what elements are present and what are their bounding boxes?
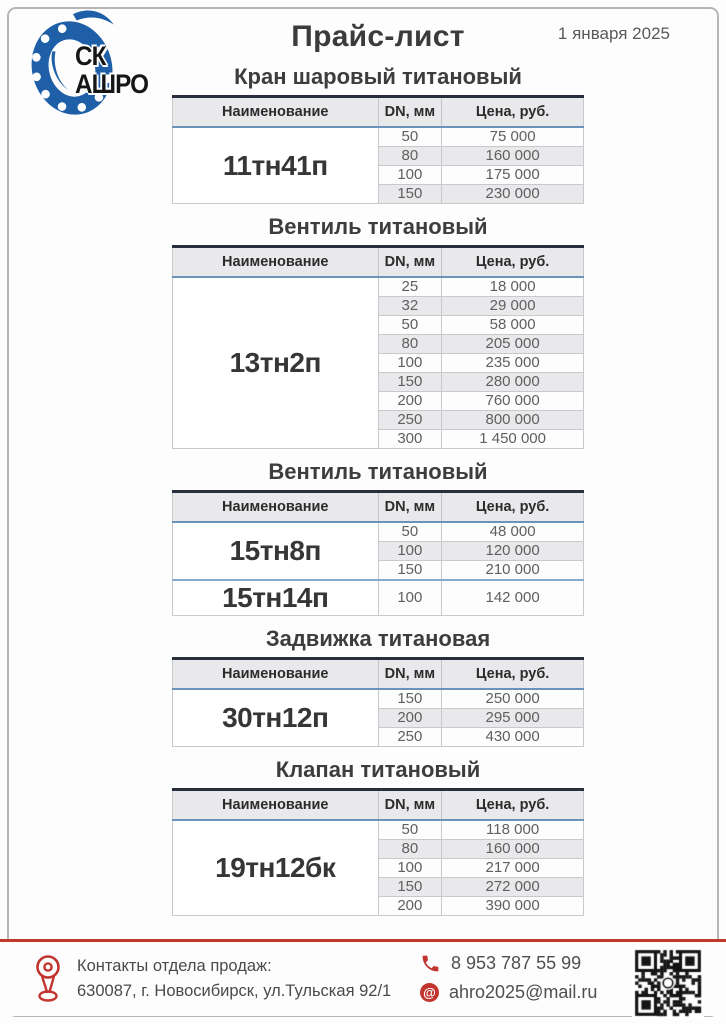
price-value-cell: 390 000 xyxy=(442,897,584,916)
price-section xyxy=(172,64,584,204)
dn-value-cell: 100 xyxy=(378,354,442,373)
price-value-cell: 160 000 xyxy=(442,840,584,859)
price-value-cell: 142 000 xyxy=(442,580,584,616)
dn-value-cell: 200 xyxy=(378,392,442,411)
price-section xyxy=(172,626,584,747)
price-row xyxy=(173,820,584,840)
price-value-cell: 760 000 xyxy=(442,392,584,411)
date-label: 1 января 2025 xyxy=(557,24,670,43)
price-value-cell: 1 450 000 xyxy=(442,430,584,449)
price-value-cell: 18 000 xyxy=(442,277,584,297)
at-icon: @ xyxy=(420,983,439,1002)
dn-value-cell: 50 xyxy=(378,127,442,147)
table-header-row xyxy=(173,492,584,523)
price-value-cell: 160 000 xyxy=(442,147,584,166)
price-section xyxy=(172,214,584,449)
column-header-dn: DN, мм xyxy=(378,659,442,690)
product-name-cell: 30тн12п xyxy=(173,689,379,747)
price-row xyxy=(173,522,584,542)
price-value-cell: 205 000 xyxy=(442,335,584,354)
price-value-cell: 217 000 xyxy=(442,859,584,878)
price-value-cell: 800 000 xyxy=(442,411,584,430)
price-section xyxy=(172,757,584,916)
price-value-cell: 210 000 xyxy=(442,561,584,581)
contacts-label: Контакты отдела продаж: xyxy=(77,957,272,975)
footer xyxy=(0,939,726,1016)
column-header-name: Наименование xyxy=(173,247,379,278)
dn-value-cell: 200 xyxy=(378,897,442,916)
column-header-price: Цена, руб. xyxy=(442,659,584,690)
contacts-phone-email xyxy=(420,950,597,1008)
price-table xyxy=(172,490,584,616)
section-title: Вентиль титановый xyxy=(268,214,488,239)
logo-line1: СК xyxy=(75,41,106,71)
column-header-price: Цена, руб. xyxy=(442,247,584,278)
column-header-dn: DN, мм xyxy=(378,247,442,278)
section-title: Вентиль титановый xyxy=(268,459,488,484)
phone-row xyxy=(420,950,597,976)
company-logo xyxy=(20,10,152,124)
section-title: Кран шаровый титановый xyxy=(234,64,522,89)
sections-container xyxy=(172,64,584,916)
dn-value-cell: 250 xyxy=(378,728,442,747)
price-row xyxy=(173,580,584,616)
column-header-name: Наименование xyxy=(173,790,379,821)
price-table xyxy=(172,95,584,204)
page-title: Прайс-лист xyxy=(291,20,465,53)
product-name-cell: 15тн14п xyxy=(173,580,379,616)
price-table xyxy=(172,788,584,916)
column-header-price: Цена, руб. xyxy=(442,492,584,523)
dn-value-cell: 100 xyxy=(378,859,442,878)
dn-value-cell: 250 xyxy=(378,411,442,430)
column-header-name: Наименование xyxy=(173,492,379,523)
qr-code xyxy=(632,947,704,1019)
price-value-cell: 295 000 xyxy=(442,709,584,728)
price-row xyxy=(173,127,584,147)
dn-value-cell: 150 xyxy=(378,689,442,709)
column-header-dn: DN, мм xyxy=(378,492,442,523)
dn-value-cell: 80 xyxy=(378,840,442,859)
dn-value-cell: 80 xyxy=(378,335,442,354)
dn-value-cell: 25 xyxy=(378,277,442,297)
email-row xyxy=(420,979,597,1005)
price-value-cell: 175 000 xyxy=(442,166,584,185)
price-value-cell: 75 000 xyxy=(442,127,584,147)
section-title: Задвижка титановая xyxy=(265,626,491,651)
price-section xyxy=(172,459,584,616)
price-value-cell: 430 000 xyxy=(442,728,584,747)
table-header-row xyxy=(173,659,584,690)
dn-value-cell: 32 xyxy=(378,297,442,316)
table-header-row xyxy=(173,97,584,128)
section-title: Клапан титановый xyxy=(275,757,481,782)
dn-value-cell: 300 xyxy=(378,430,442,449)
price-value-cell: 48 000 xyxy=(442,522,584,542)
dn-value-cell: 150 xyxy=(378,373,442,392)
table-header-row xyxy=(173,790,584,821)
price-value-cell: 250 000 xyxy=(442,689,584,709)
logo-text xyxy=(75,42,148,98)
column-header-name: Наименование xyxy=(173,659,379,690)
dn-value-cell: 50 xyxy=(378,820,442,840)
price-value-cell: 58 000 xyxy=(442,316,584,335)
price-row xyxy=(173,277,584,297)
price-value-cell: 230 000 xyxy=(442,185,584,204)
price-value-cell: 118 000 xyxy=(442,820,584,840)
location-pin-icon xyxy=(34,952,62,1006)
price-value-cell: 29 000 xyxy=(442,297,584,316)
contacts-block xyxy=(34,952,391,1006)
price-table xyxy=(172,657,584,747)
table-header-row xyxy=(173,247,584,278)
price-row xyxy=(173,689,584,709)
email-address: ahro2025@mail.ru xyxy=(449,981,598,1002)
product-name-cell: 19тн12бк xyxy=(173,820,379,916)
price-value-cell: 235 000 xyxy=(442,354,584,373)
dn-value-cell: 200 xyxy=(378,709,442,728)
column-header-price: Цена, руб. xyxy=(442,97,584,128)
phone-icon xyxy=(420,953,441,974)
column-header-dn: DN, мм xyxy=(378,97,442,128)
contacts-address: 630087, г. Новосибирск, ул.Тульская 92/1 xyxy=(77,982,392,1000)
phone-number: 8 953 787 55 99 xyxy=(451,952,582,973)
dn-value-cell: 100 xyxy=(378,542,442,561)
price-table xyxy=(172,245,584,449)
dn-value-cell: 150 xyxy=(378,561,442,581)
dn-value-cell: 50 xyxy=(378,522,442,542)
dn-value-cell: 150 xyxy=(378,185,442,204)
product-name-cell: 13тн2п xyxy=(173,277,379,449)
dn-value-cell: 100 xyxy=(378,166,442,185)
product-name-cell: 15тн8п xyxy=(173,522,379,580)
price-value-cell: 272 000 xyxy=(442,878,584,897)
dn-value-cell: 50 xyxy=(378,316,442,335)
column-header-price: Цена, руб. xyxy=(442,790,584,821)
dn-value-cell: 100 xyxy=(378,580,442,616)
price-value-cell: 120 000 xyxy=(442,542,584,561)
product-name-cell: 11тн41п xyxy=(173,127,379,204)
logo-line2: АШРО xyxy=(75,69,149,99)
price-value-cell: 280 000 xyxy=(442,373,584,392)
dn-value-cell: 150 xyxy=(378,878,442,897)
column-header-name: Наименование xyxy=(173,97,379,128)
column-header-dn: DN, мм xyxy=(378,790,442,821)
dn-value-cell: 80 xyxy=(378,147,442,166)
